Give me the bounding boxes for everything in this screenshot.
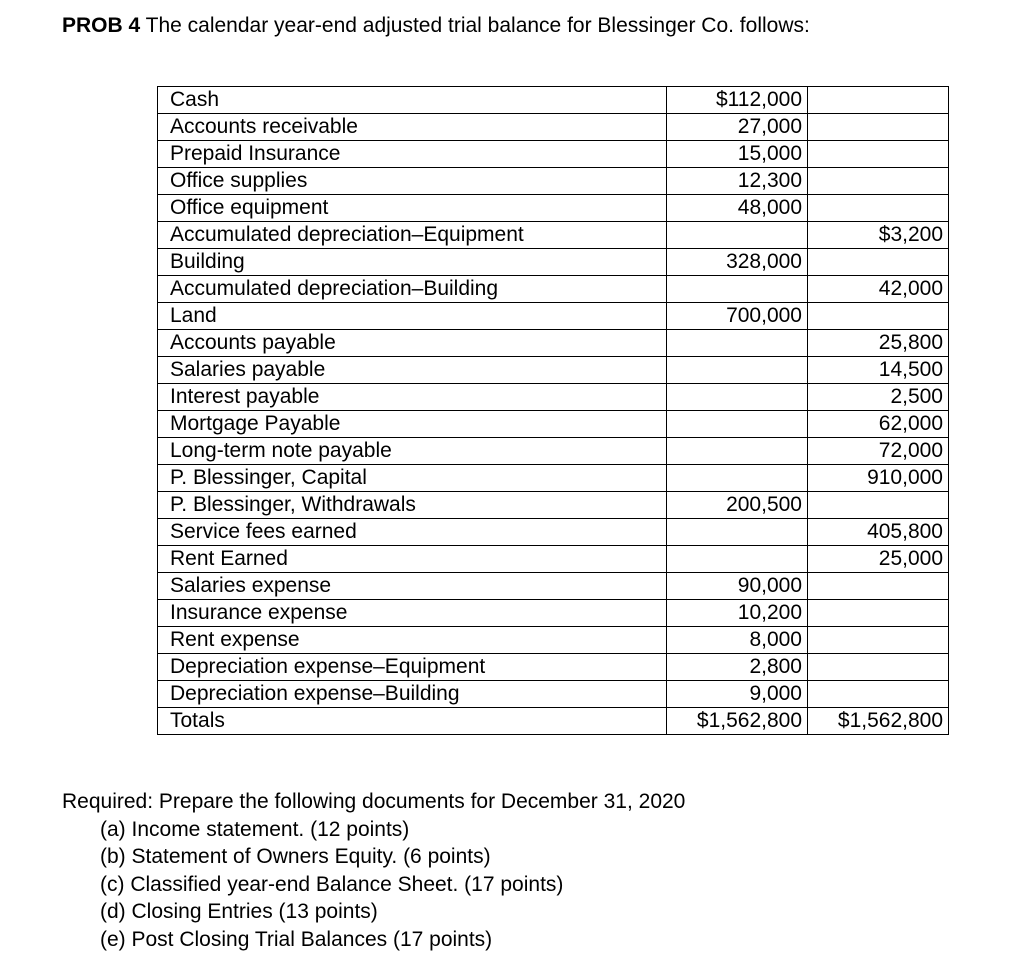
account-name-cell: Salaries expense xyxy=(158,573,667,600)
debit-amount-cell xyxy=(667,357,808,384)
trial-balance-row xyxy=(158,87,949,114)
required-list xyxy=(62,816,685,954)
trial-balance-row xyxy=(158,519,949,546)
debit-amount-cell: 328,000 xyxy=(667,249,808,276)
debit-amount-cell: 200,500 xyxy=(667,492,808,519)
debit-amount-cell xyxy=(667,222,808,249)
credit-amount-cell xyxy=(808,600,949,627)
trial-balance-row xyxy=(158,411,949,438)
account-name-cell: P. Blessinger, Withdrawals xyxy=(158,492,667,519)
problem-statement: The calendar year-end adjusted trial balance for Blessinger Co. follows: xyxy=(140,14,810,37)
debit-amount-cell: 10,200 xyxy=(667,600,808,627)
account-name-cell: Rent Earned xyxy=(158,546,667,573)
account-name-cell: Office equipment xyxy=(158,195,667,222)
trial-balance-row xyxy=(158,141,949,168)
credit-amount-cell xyxy=(808,492,949,519)
credit-amount-cell xyxy=(808,627,949,654)
debit-amount-cell: 8,000 xyxy=(667,627,808,654)
credit-amount-cell xyxy=(808,141,949,168)
trial-balance-body xyxy=(158,87,949,735)
problem-heading xyxy=(62,12,810,40)
trial-balance-row xyxy=(158,222,949,249)
debit-amount-cell xyxy=(667,438,808,465)
trial-balance-row xyxy=(158,276,949,303)
trial-balance-row xyxy=(158,600,949,627)
debit-amount-cell: $1,562,800 xyxy=(667,708,808,735)
debit-amount-cell: 12,300 xyxy=(667,168,808,195)
trial-balance-row xyxy=(158,438,949,465)
account-name-cell: Service fees earned xyxy=(158,519,667,546)
debit-amount-cell xyxy=(667,519,808,546)
trial-balance-row xyxy=(158,249,949,276)
trial-balance-row xyxy=(158,573,949,600)
account-name-cell: Land xyxy=(158,303,667,330)
account-name-cell: Insurance expense xyxy=(158,600,667,627)
trial-balance-row xyxy=(158,303,949,330)
required-intro: Required: Prepare the following documents for December 31, 2020 xyxy=(62,790,686,813)
trial-balance-row xyxy=(158,384,949,411)
trial-balance-row xyxy=(158,654,949,681)
trial-balance-row xyxy=(158,546,949,573)
account-name-cell: Accumulated depreciation–Building xyxy=(158,276,667,303)
adjusted-trial-balance-table xyxy=(157,86,949,735)
debit-amount-cell xyxy=(667,465,808,492)
trial-balance-row xyxy=(158,465,949,492)
debit-amount-cell: 2,800 xyxy=(667,654,808,681)
credit-amount-cell xyxy=(808,654,949,681)
credit-amount-cell xyxy=(808,195,949,222)
debit-amount-cell: 700,000 xyxy=(667,303,808,330)
account-name-cell: Interest payable xyxy=(158,384,667,411)
required-section xyxy=(62,788,685,953)
account-name-cell: Salaries payable xyxy=(158,357,667,384)
credit-amount-cell: 25,000 xyxy=(808,546,949,573)
account-name-cell: Rent expense xyxy=(158,627,667,654)
credit-amount-cell xyxy=(808,303,949,330)
trial-balance-row xyxy=(158,627,949,654)
debit-amount-cell: 48,000 xyxy=(667,195,808,222)
required-item: (b) Statement of Owners Equity. (6 points) xyxy=(100,845,491,868)
credit-amount-cell xyxy=(808,114,949,141)
credit-amount-cell: $3,200 xyxy=(808,222,949,249)
debit-amount-cell: 9,000 xyxy=(667,681,808,708)
account-name-cell: Depreciation expense–Building xyxy=(158,681,667,708)
debit-amount-cell xyxy=(667,384,808,411)
account-name-cell: Office supplies xyxy=(158,168,667,195)
required-item: (d) Closing Entries (13 points) xyxy=(100,900,378,923)
debit-amount-cell: 27,000 xyxy=(667,114,808,141)
problem-label: PROB 4 xyxy=(62,14,141,37)
trial-balance-row xyxy=(158,357,949,384)
credit-amount-cell: 42,000 xyxy=(808,276,949,303)
trial-balance-row xyxy=(158,681,949,708)
account-name-cell: Accounts receivable xyxy=(158,114,667,141)
debit-amount-cell xyxy=(667,330,808,357)
credit-amount-cell: 2,500 xyxy=(808,384,949,411)
credit-amount-cell xyxy=(808,573,949,600)
credit-amount-cell: 14,500 xyxy=(808,357,949,384)
debit-amount-cell xyxy=(667,546,808,573)
credit-amount-cell: 405,800 xyxy=(808,519,949,546)
credit-amount-cell xyxy=(808,249,949,276)
trial-balance-row xyxy=(158,168,949,195)
credit-amount-cell: 62,000 xyxy=(808,411,949,438)
account-name-cell: Totals xyxy=(158,708,667,735)
required-item: (a) Income statement. (12 points) xyxy=(100,817,410,841)
trial-balance-row xyxy=(158,492,949,519)
trial-balance-row xyxy=(158,114,949,141)
debit-amount-cell: $112,000 xyxy=(667,87,808,114)
required-item: (e) Post Closing Trial Balances (17 points) xyxy=(100,927,493,951)
trial-balance-row xyxy=(158,708,949,735)
credit-amount-cell xyxy=(808,681,949,708)
debit-amount-cell xyxy=(667,276,808,303)
credit-amount-cell xyxy=(808,168,949,195)
debit-amount-cell: 90,000 xyxy=(667,573,808,600)
account-name-cell: Building xyxy=(158,249,667,276)
required-item: (c) Classified year-end Balance Sheet. (17 points) xyxy=(100,872,564,896)
trial-balance-row xyxy=(158,330,949,357)
account-name-cell: Accumulated depreciation–Equipment xyxy=(158,222,667,249)
account-name-cell: Depreciation expense–Equipment xyxy=(158,654,667,681)
credit-amount-cell: 72,000 xyxy=(808,438,949,465)
account-name-cell: Prepaid Insurance xyxy=(158,141,667,168)
account-name-cell: Accounts payable xyxy=(158,330,667,357)
account-name-cell: Mortgage Payable xyxy=(158,411,667,438)
account-name-cell: Long-term note payable xyxy=(158,438,667,465)
account-name-cell: Cash xyxy=(158,87,667,114)
credit-amount-cell: 910,000 xyxy=(808,465,949,492)
debit-amount-cell xyxy=(667,411,808,438)
debit-amount-cell: 15,000 xyxy=(667,141,808,168)
trial-balance-row xyxy=(158,195,949,222)
credit-amount-cell: 25,800 xyxy=(808,330,949,357)
credit-amount-cell: $1,562,800 xyxy=(808,708,949,735)
credit-amount-cell xyxy=(808,87,949,114)
account-name-cell: P. Blessinger, Capital xyxy=(158,465,667,492)
